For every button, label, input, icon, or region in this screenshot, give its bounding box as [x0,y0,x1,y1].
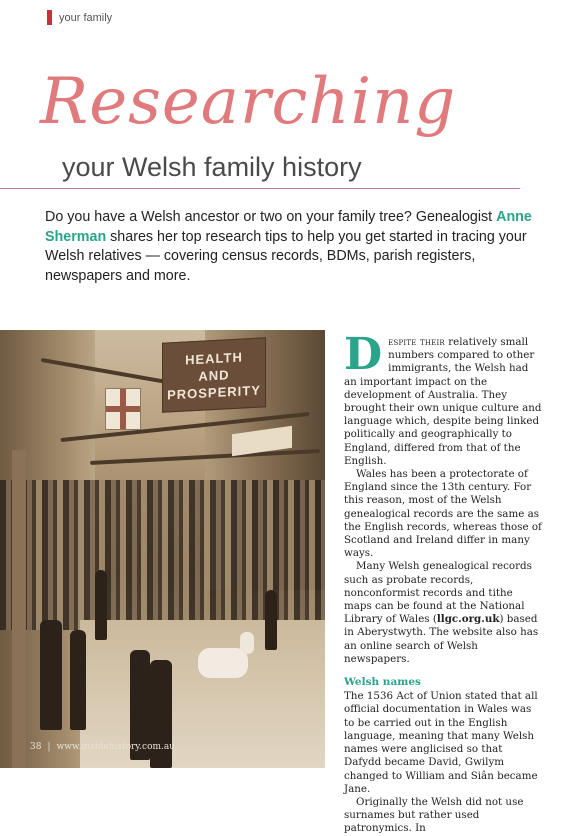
banner-line: AND [198,366,230,384]
footer-url: www.insidehistory.com.au [56,742,176,752]
photo-person [265,590,277,650]
banner-line: PROSPERITY [167,382,261,402]
photo-person [40,620,62,730]
footer-separator: | [47,742,51,752]
drop-cap: D [344,329,383,380]
photo-person [95,570,107,640]
section-label: your family [59,11,113,24]
article-paragraph [344,560,542,666]
title-divider [0,188,520,189]
article-paragraph: Wales has been a protectorate of England since the 13th century. For this reason, most of the Welsh genealogical records are the same as the English records, whereas those of Scotland and Ireland differ in many ways. [344,468,542,560]
photo-person [70,630,86,730]
page-number: 38 [30,742,42,752]
website-reference: llgc.org.uk [436,613,500,626]
headline-subtitle: your Welsh family history [62,152,362,182]
historic-street-parade-photo [0,330,325,768]
subheading: Welsh names [344,676,421,689]
paragraph-text: relatively small numbers compared to other immigrants, the Welsh had an important impact on the development of Australia. They brought their own unique culture and language which, despite being linked politically and geographically to England, differed from that of the English. [344,336,542,467]
health-and-prosperity-banner [162,337,266,412]
photo-flag [105,388,141,430]
section-tag [47,10,112,25]
paragraph-text: Many Welsh genealogical records such as probate records, nonconformist records and tithe maps can be found at the National Library of Wales ( [344,560,532,626]
article-paragraph [344,329,542,468]
banner-line: HEALTH [185,348,243,368]
standfirst-rest: shares her top research tips to help you get started in tracing your Welsh relatives — covering census records, BDMs, parish registers, newspapers and more. [45,228,527,284]
article-body [344,329,542,836]
paragraph-text: ) based in Aberystwyth. The website also has an online search of Welsh newspapers. [344,613,539,665]
article-paragraph: The 1536 Act of Union stated that all official documentation in Wales was to be carried out in the English language, meaning that many Welsh names were anglicised so that Dafydd became David, Gwilym changed to William and Siân became Jane. [344,690,538,795]
standfirst [45,208,545,286]
article-paragraph: Originally the Welsh did not use surnames but rather used patronymics. In [344,795,524,835]
photo-regimental-goat [198,648,248,678]
standfirst-intro: Do you have a Welsh ancestor or two on your family tree? Genealogist [45,209,497,225]
photo-lamp-post [12,450,26,768]
section-accent-bar [47,10,52,25]
lead-in: espite their [388,336,445,348]
page-footer [30,742,175,752]
author-name: Anne Sherman [45,209,532,245]
headline-script: Researching [40,65,457,139]
